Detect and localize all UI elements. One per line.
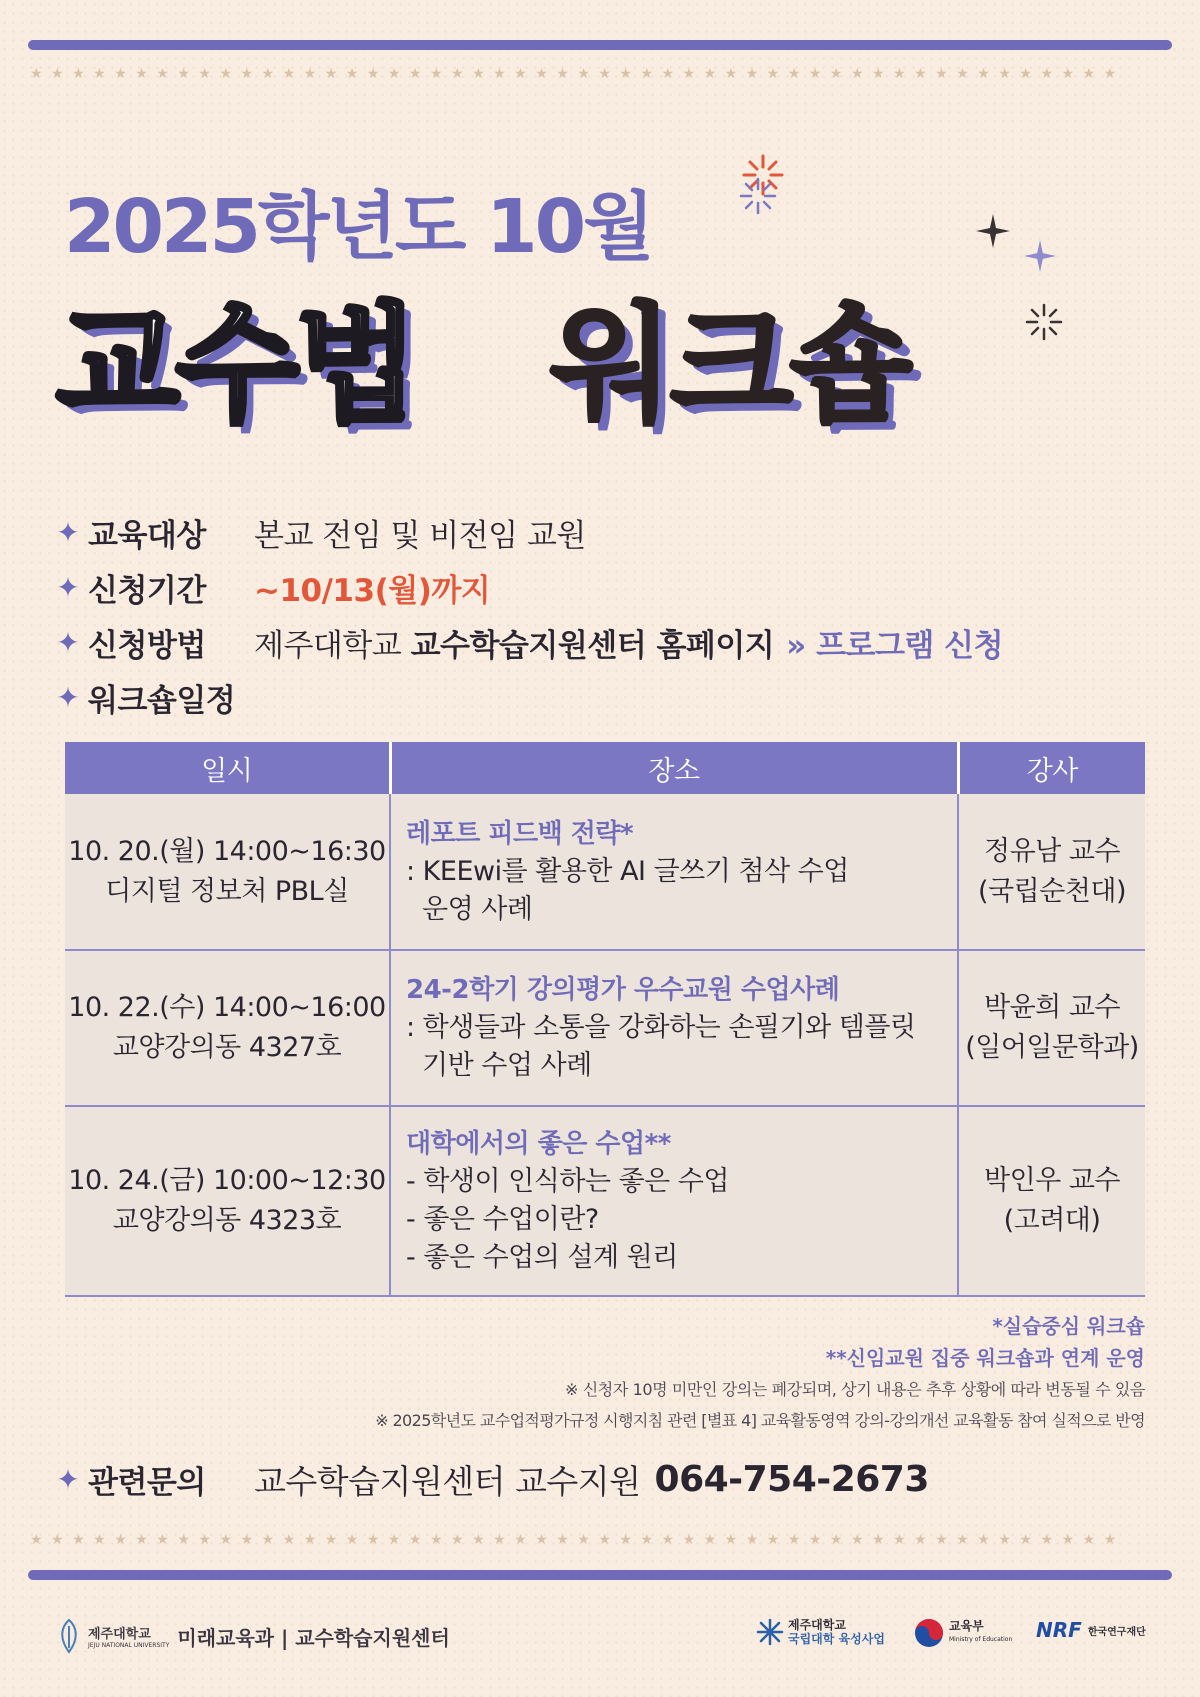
row-desc: : 학생들과 소통을 강화하는 손필기와 템플릿 xyxy=(406,1012,916,1043)
footer-left xyxy=(56,1618,450,1654)
row-program-title: 대학에서의 좋은 수업** xyxy=(406,1129,671,1159)
footer-department: 미래교육과 | 교수학습지원센터 xyxy=(177,1625,450,1650)
row-affiliation: (국립순천대) xyxy=(978,875,1126,907)
contact-row xyxy=(56,1456,929,1503)
info-method-program-link: » 프로그램 신청 xyxy=(786,628,1004,664)
row-speaker: 박윤희 교수 xyxy=(984,992,1120,1023)
sparkle-bullet-icon: ✦ xyxy=(56,681,80,714)
info-schedule-label: 워크숍일정 xyxy=(88,683,236,719)
footer-univ-en: JEJU NATIONAL UNIVERSITY xyxy=(88,1642,170,1649)
row-content-cell xyxy=(390,950,958,1106)
row-datetime: 10. 22.(수) 14:00~16:00 xyxy=(68,992,386,1023)
note-new-faculty: **신임교원 집중 워크숍과 연계 운영 xyxy=(825,1346,1145,1370)
note-evaluation: ※ 2025학년도 교수업적평가규정 시행지침 관련 [별표 4] 교육활동영역 강의-강의개선 교육활동 참여 실적으로 반영 xyxy=(375,1411,1145,1430)
info-target-label: 교육대상 xyxy=(88,518,206,554)
row-datetime-cell xyxy=(65,794,390,950)
table-row xyxy=(65,794,1145,950)
table-row xyxy=(65,950,1145,1106)
row-affiliation: (고려대) xyxy=(1003,1205,1101,1236)
logo-ministry-name: 교육부 xyxy=(949,1619,984,1633)
info-method-homepage: 교수학습지원센터 홈페이지 xyxy=(410,628,775,664)
logo-national-univ xyxy=(756,1618,885,1646)
info-target xyxy=(56,510,586,555)
info-period-label: 신청기간 xyxy=(88,573,206,609)
row-speaker-cell xyxy=(958,1106,1145,1296)
sparkle-bullet-icon: ✦ xyxy=(56,516,80,549)
row-content-cell xyxy=(390,794,958,950)
row-speaker-cell xyxy=(958,794,1145,950)
info-target-value: 본교 전임 및 비전임 교원 xyxy=(254,518,586,554)
logo-nrf xyxy=(1036,1618,1146,1642)
taegeuk-logo-icon xyxy=(914,1618,944,1648)
footer-univ-name: 제주대학교 xyxy=(88,1627,151,1642)
row-program-title: 24-2학기 강의평가 우수교원 수업사례 xyxy=(406,975,840,1005)
logo-ministry-en: Ministry of Education xyxy=(949,1636,1013,1643)
row-datetime-cell xyxy=(65,1106,390,1296)
row-desc: 운영 사례 xyxy=(422,893,533,925)
info-method xyxy=(56,620,1003,665)
logo-nrf-abbr: NRF xyxy=(1036,1618,1082,1642)
sparkle-bullet-icon: ✦ xyxy=(56,571,80,604)
row-desc: : KEEwi를 활용한 AI 글쓰기 첨삭 수업 xyxy=(406,855,849,887)
info-period xyxy=(56,565,490,610)
row-speaker-cell xyxy=(958,950,1145,1106)
header-datetime: 일시 xyxy=(65,742,390,794)
sparkle-star-icon xyxy=(976,214,1010,248)
university-emblem-icon xyxy=(56,1618,82,1654)
row-datetime: 10. 20.(월) 14:00~16:30 xyxy=(68,835,386,867)
row-desc: 기반 수업 사례 xyxy=(422,1050,592,1081)
title-teaching-method: 교수법 xyxy=(56,291,415,440)
contact-label: 관련문의 xyxy=(88,1465,206,1501)
info-schedule xyxy=(56,675,254,720)
sparkle-star-icon xyxy=(1024,240,1056,272)
row-venue: 교양강의동 4327호 xyxy=(112,1032,342,1063)
info-method-prefix: 제주대학교 xyxy=(254,628,411,664)
row-speaker: 정유남 교수 xyxy=(984,835,1120,867)
top-star-row: ★★★★★★★★★★★★★★★★★★★★★★★★★★★★★★★★★★★★★★★★★★★★★★★★★★★★ xyxy=(30,66,1125,82)
info-method-label: 신청방법 xyxy=(88,628,206,664)
info-period-value: ~10/13(월)까지 xyxy=(254,573,491,609)
row-datetime-cell xyxy=(65,950,390,1106)
sparkle-burst-icon xyxy=(1024,302,1064,342)
top-bar xyxy=(28,40,1172,50)
bottom-bar xyxy=(28,1570,1172,1580)
logo-nrf-name: 한국연구재단 xyxy=(1087,1626,1146,1638)
row-affiliation: (일어일문학과) xyxy=(965,1032,1139,1063)
row-venue: 교양강의동 4323호 xyxy=(112,1205,342,1236)
logo-national-univ-line2: 국립대학 육성사업 xyxy=(788,1632,885,1646)
title-year-month: 2025학년도 10월 xyxy=(64,184,652,270)
note-practice-workshop: *실습중심 워크숍 xyxy=(992,1314,1145,1338)
row-content-cell xyxy=(390,1106,958,1296)
sparkle-burst-icon xyxy=(738,176,778,216)
snowflake-logo-icon xyxy=(756,1618,784,1646)
header-venue: 장소 xyxy=(390,742,958,794)
row-desc: - 학생이 인식하는 좋은 수업 xyxy=(406,1166,729,1197)
logo-national-univ-line1: 제주대학교 xyxy=(788,1618,846,1632)
header-speaker: 강사 xyxy=(958,742,1145,794)
row-venue: 디지털 정보처 PBL실 xyxy=(105,875,349,907)
sparkle-bullet-icon: ✦ xyxy=(56,1463,80,1496)
row-datetime: 10. 24.(금) 10:00~12:30 xyxy=(68,1165,386,1196)
schedule-table xyxy=(65,742,1145,1297)
note-cancellation: ※ 신청자 10명 미만인 강의는 폐강되며, 상기 내용은 추후 상황에 따라 변동될 수 있음 xyxy=(565,1380,1145,1399)
row-speaker: 박인우 교수 xyxy=(984,1165,1120,1196)
sparkle-bullet-icon: ✦ xyxy=(56,626,80,659)
contact-value: 교수학습지원센터 교수지원 xyxy=(254,1462,641,1501)
bottom-star-row: ★★★★★★★★★★★★★★★★★★★★★★★★★★★★★★★★★★★★★★★★★★★★★★★★★★★★ xyxy=(30,1532,1125,1548)
table-row xyxy=(65,1106,1145,1296)
row-desc: - 좋은 수업이란? xyxy=(406,1204,599,1235)
row-desc: - 좋은 수업의 설계 원리 xyxy=(406,1242,678,1273)
title-workshop: 워크숍 xyxy=(550,291,909,440)
table-header-row xyxy=(65,742,1145,794)
logo-ministry-education xyxy=(914,1618,1012,1648)
row-program-title: 레포트 피드백 전략* xyxy=(406,818,634,849)
contact-phone: 064-754-2673 xyxy=(654,1459,929,1500)
